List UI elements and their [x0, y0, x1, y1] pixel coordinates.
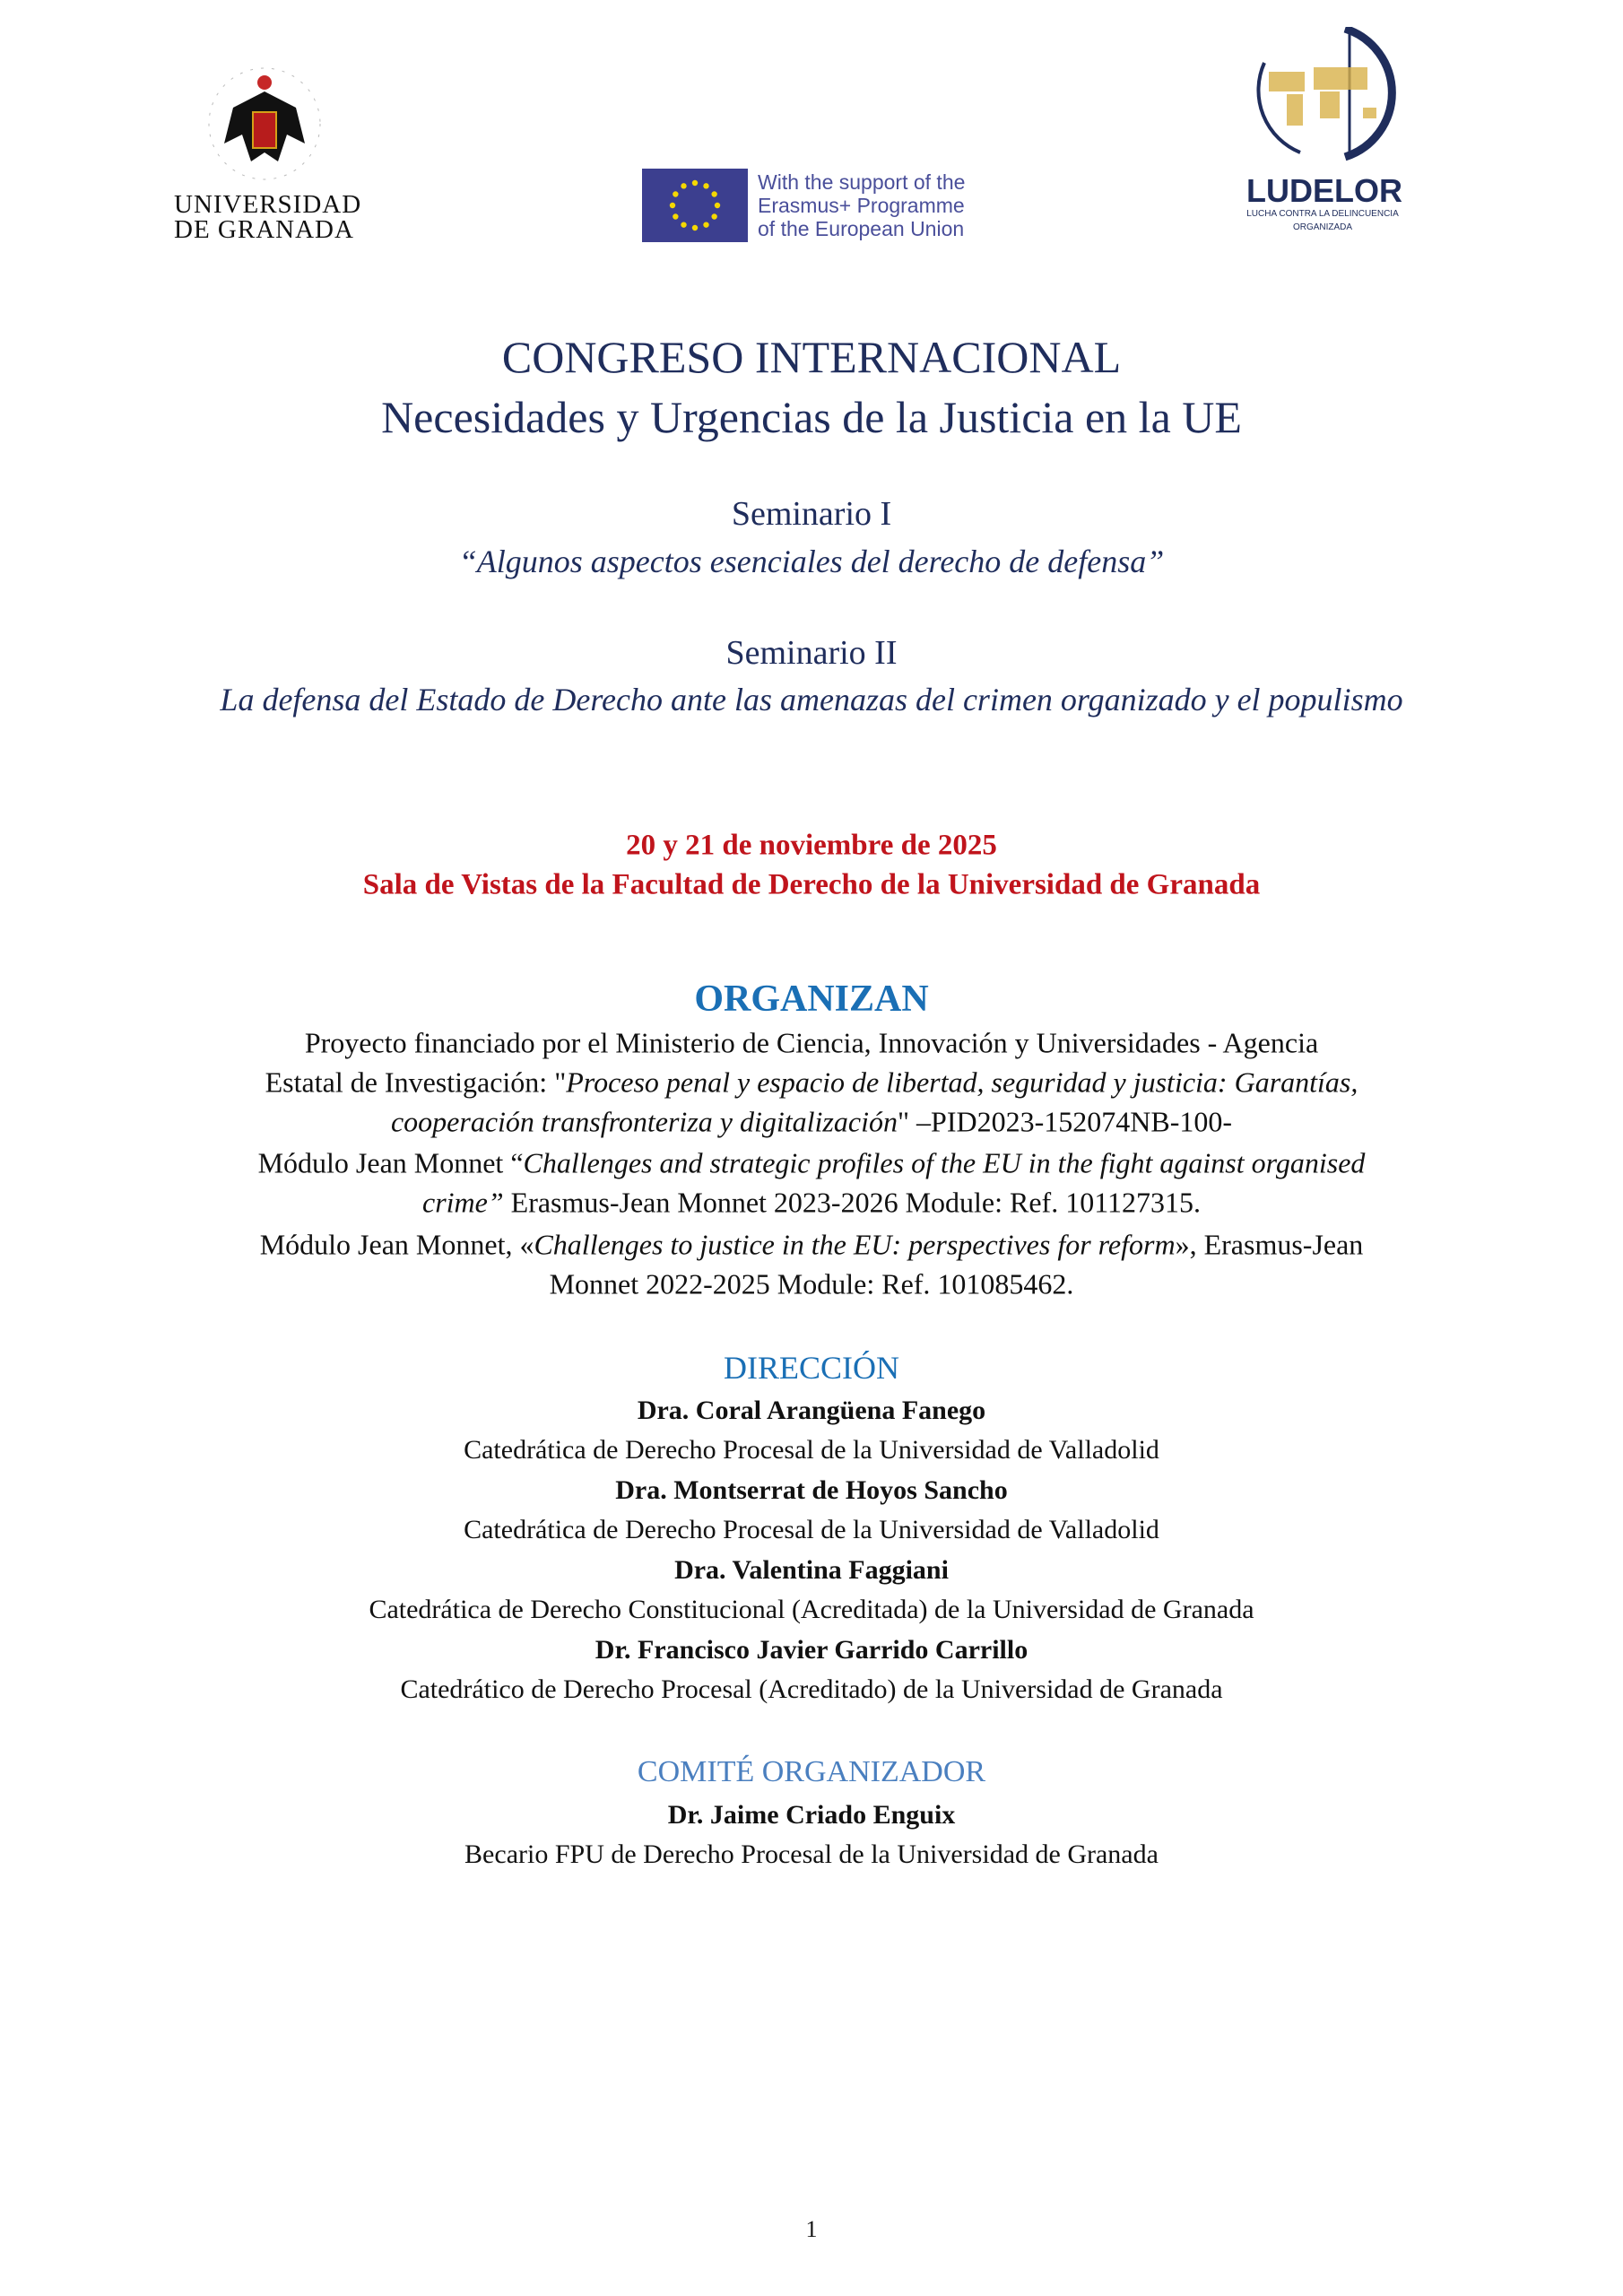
module-ref: Erasmus-Jean Monnet 2023-2026 Module: Ref. 101127315.: [503, 1186, 1202, 1219]
organizan-heading: ORGANIZAN: [694, 978, 929, 1020]
eu-star-icon: [692, 180, 698, 186]
seminar-1-label: Seminario I: [731, 495, 892, 533]
event-date: 20 y 21 de noviembre de 2025: [626, 829, 997, 862]
project-title: Proceso penal y espacio de libertad, seguridad y justicia: Garantías,: [566, 1065, 1358, 1099]
eu-star-icon: [673, 191, 678, 196]
ludelor-name: LUDELOR: [1246, 172, 1402, 209]
comite-heading: COMITÉ ORGANIZADOR: [637, 1755, 986, 1788]
eu-logo-line3: of the European Union: [758, 217, 965, 240]
eu-logo-line2: Erasmus+ Programme: [758, 194, 965, 217]
text: », Erasmus-Jean: [1175, 1228, 1364, 1261]
director-name: Dra. Montserrat de Hoyos Sancho: [615, 1475, 1008, 1505]
module-title: Challenges and strategic profiles of the EU in the fight against organised: [523, 1146, 1366, 1179]
ugr-logo-line1: UNIVERSIDAD: [174, 190, 362, 219]
ludelor-logo: [1246, 27, 1408, 242]
module-title: Challenges to justice in the EU: perspectives for reform: [534, 1228, 1176, 1261]
event-venue: Sala de Vistas de la Facultad de Derecho de la Universidad de Granada: [362, 868, 1261, 901]
eu-star-icon: [681, 222, 686, 227]
eu-star-icon: [703, 183, 708, 188]
eu-star-icon: [670, 203, 675, 208]
committee-member-name: Dr. Jaime Criado Enguix: [667, 1800, 956, 1830]
eu-star-icon: [673, 213, 678, 219]
eu-star-icon: [703, 222, 708, 227]
organizan-line: [0, 1229, 1623, 1262]
organizan-line: [0, 1187, 1623, 1220]
text: Estatal de Investigación: ": [265, 1065, 567, 1099]
director-name: Dra. Coral Arangüena Fanego: [637, 1396, 986, 1425]
ugr-logo-line2: DE GRANADA: [174, 215, 354, 244]
ludelor-sub2: ORGANIZADA: [1292, 222, 1353, 232]
direccion-heading: DIRECCIÓN: [724, 1350, 899, 1386]
text: Módulo Jean Monnet “: [257, 1146, 524, 1179]
organizan-line: Proyecto financiado por el Ministerio de Ciencia, Innovación y Universidades - Agencia: [304, 1026, 1319, 1059]
erasmus-plus-logo: [642, 169, 1001, 242]
eu-logo-line1: With the support of the: [758, 170, 966, 194]
organizan-line: [0, 1106, 1623, 1139]
eu-star-icon: [681, 183, 686, 188]
page-number: 1: [805, 2216, 818, 2242]
director-name: Dr. Francisco Javier Garrido Carrillo: [595, 1635, 1028, 1665]
seminar-2-label: Seminario II: [725, 634, 898, 672]
ludelor-sub1: LUCHA CONTRA LA DELINCUENCIA: [1246, 209, 1399, 219]
congress-title: CONGRESO INTERNACIONAL: [501, 332, 1122, 382]
organizan-line: [0, 1066, 1623, 1100]
organizan-line: Monnet 2022-2025 Module: Ref. 101085462.: [549, 1267, 1074, 1300]
seminar-2-title: La defensa del Estado de Derecho ante las amenazas del crimen organizado y el populismo: [220, 682, 1403, 718]
text: Módulo Jean Monnet, «: [259, 1228, 534, 1261]
module-title: crime”: [421, 1186, 504, 1219]
director-role: Catedrática de Derecho Procesal de la Universidad de Valladolid: [464, 1435, 1159, 1465]
eu-star-icon: [692, 225, 698, 230]
project-ref: " –PID2023-152074NB-100-: [897, 1105, 1233, 1138]
eu-star-icon: [715, 203, 720, 208]
eu-star-icon: [711, 213, 716, 219]
director-name: Dra. Valentina Faggiani: [674, 1555, 949, 1585]
eu-flag-icon: [642, 169, 748, 242]
world-map-arc-icon: [1246, 27, 1408, 161]
organizan-line: [0, 1147, 1623, 1180]
congress-subtitle: Necesidades y Urgencias de la Justicia en la UE: [381, 392, 1242, 442]
ugr-seal-icon: [170, 63, 359, 188]
eu-star-icon: [711, 191, 716, 196]
project-title: cooperación transfronteriza y digitalización: [390, 1105, 898, 1138]
director-role: Catedrático de Derecho Procesal (Acreditado) de la Universidad de Granada: [400, 1674, 1223, 1704]
committee-member-role: Becario FPU de Derecho Procesal de la Universidad de Granada: [464, 1839, 1159, 1869]
director-role: Catedrática de Derecho Constitucional (Acreditada) de la Universidad de Granada: [369, 1595, 1254, 1624]
universidad-de-granada-logo: [170, 63, 362, 244]
director-role: Catedrática de Derecho Procesal de la Universidad de Valladolid: [464, 1515, 1159, 1544]
seminar-1-title: “Algunos aspectos esenciales del derecho de defensa”: [458, 544, 1165, 579]
